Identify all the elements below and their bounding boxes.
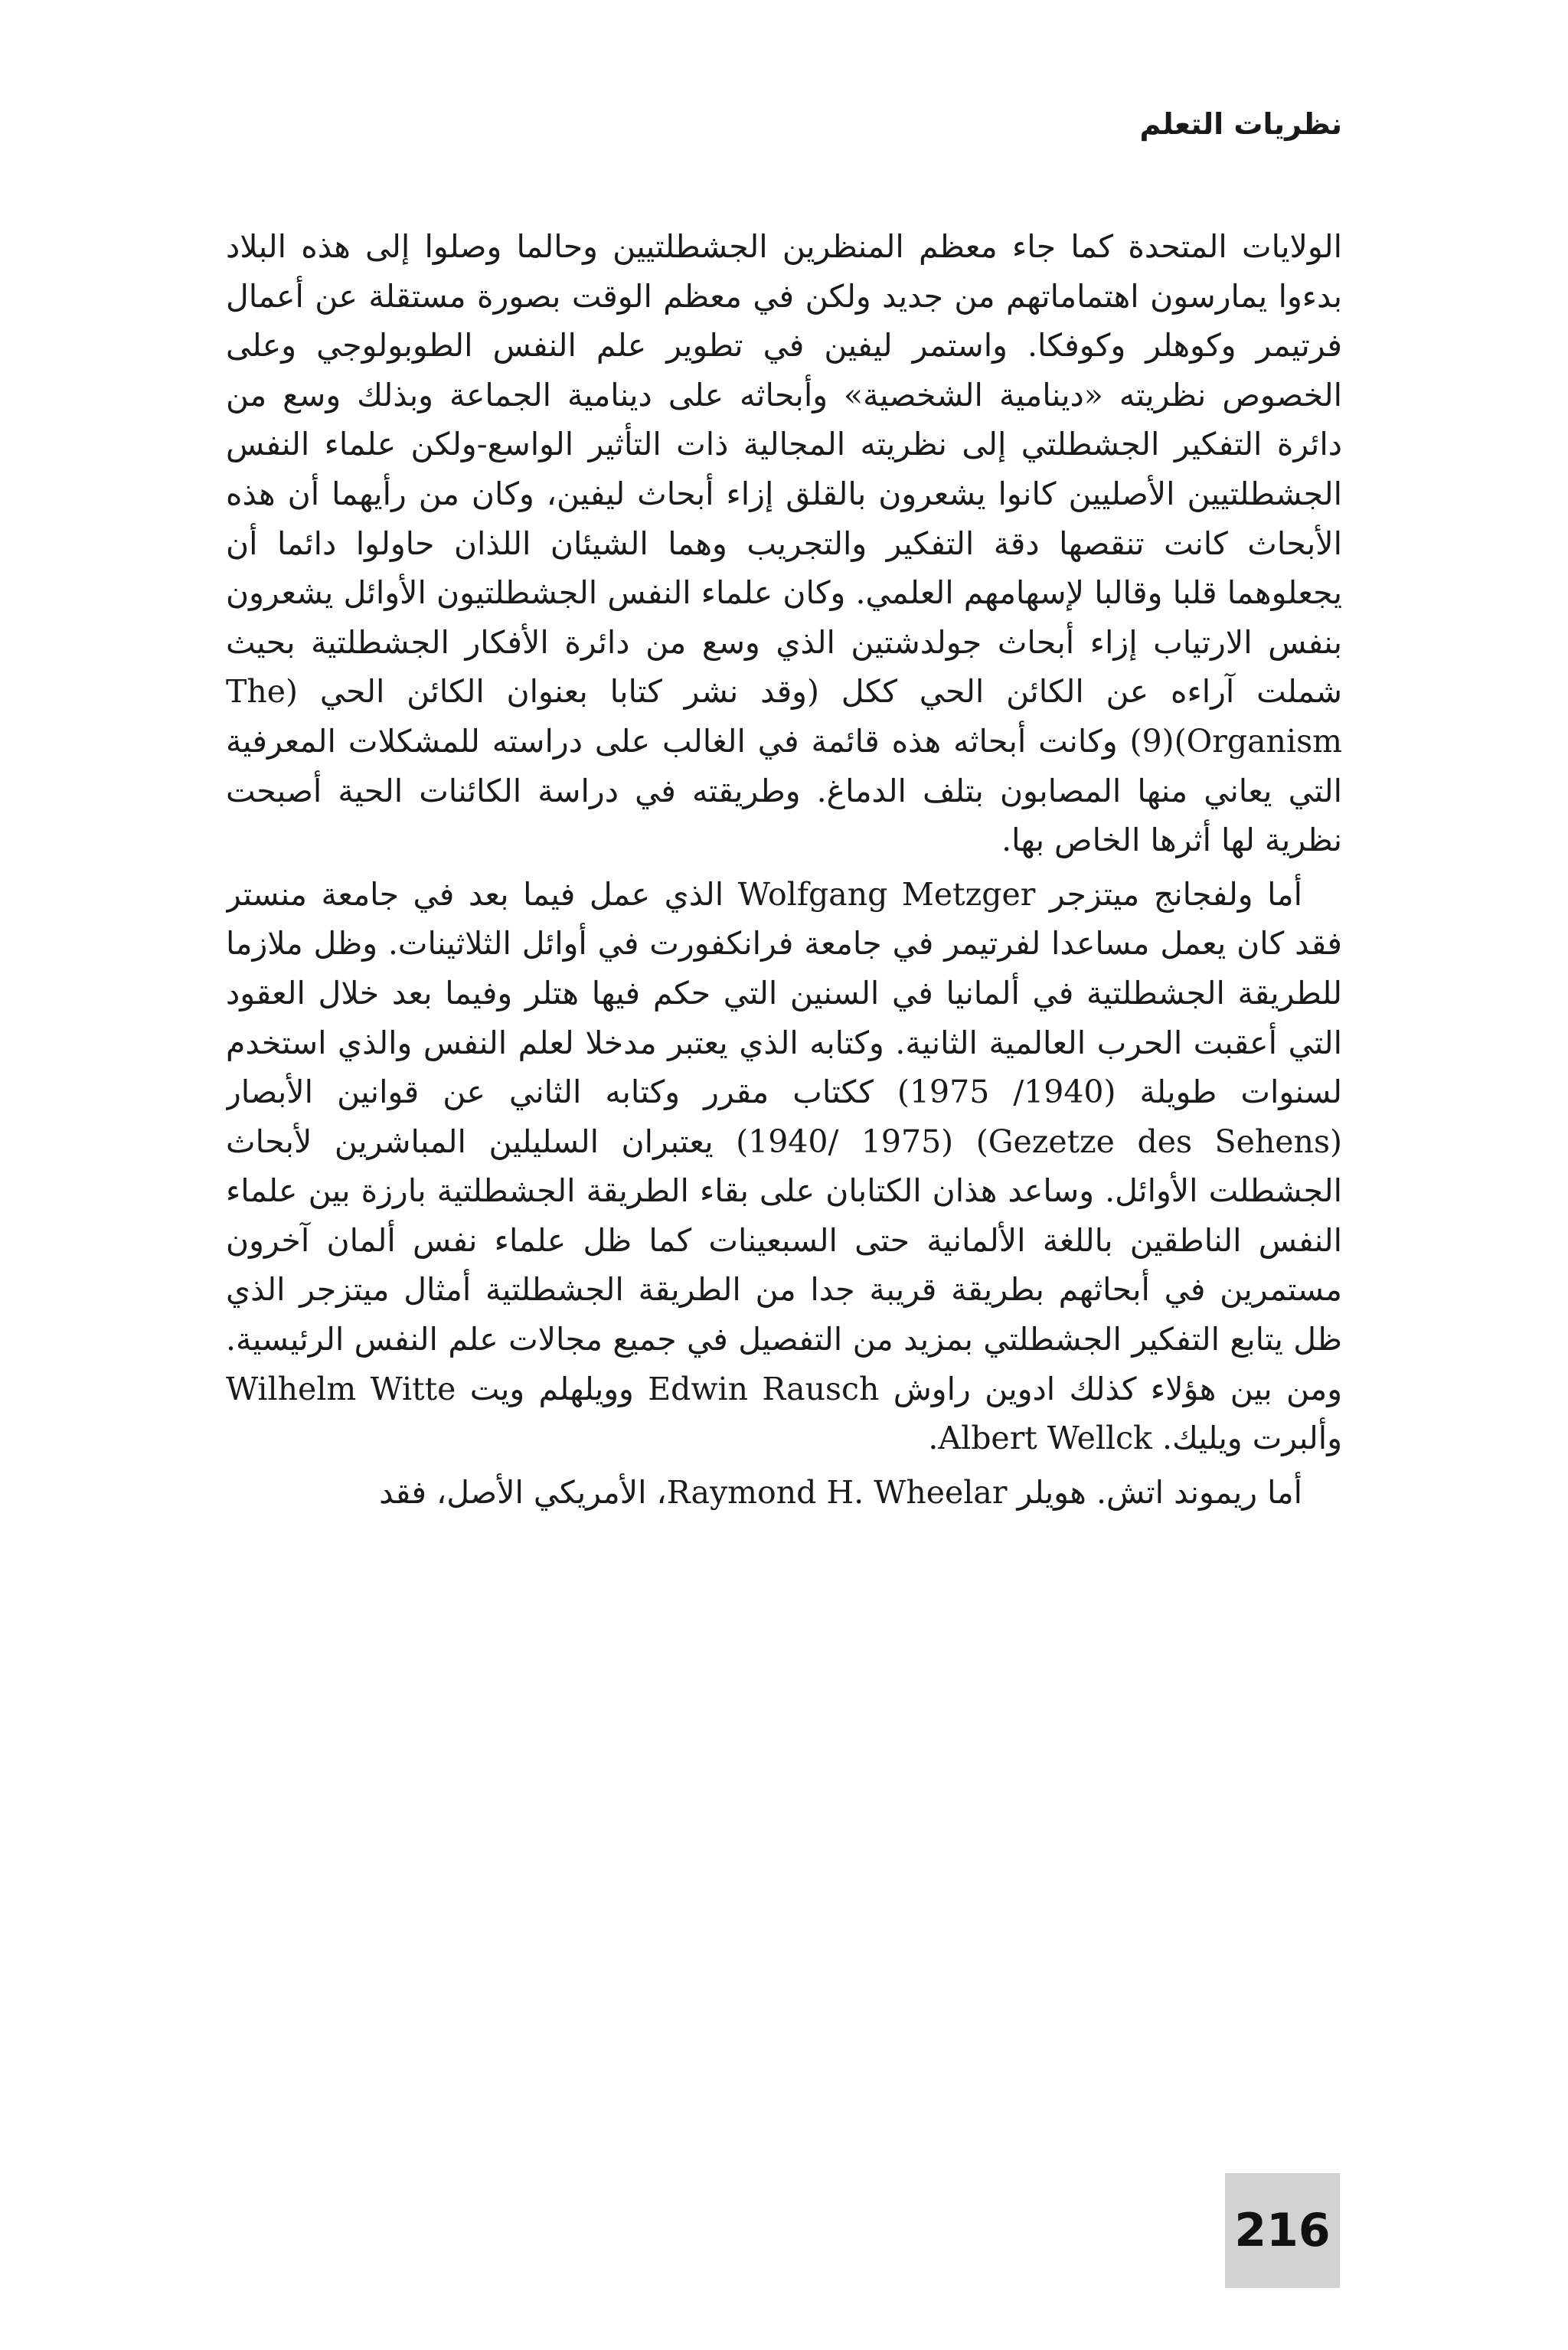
page-number: 216 xyxy=(1234,2204,1331,2257)
paragraph-3: أما ريموند اتش. هويلر Raymond H. Wheelar، الأمريكي الأصل، فقد xyxy=(379,1473,1302,1511)
paragraph-1: الولايات المتحدة كما جاء معظم المنظرين الجشطلتيين وحالما وصلوا إلى هذه البلاد بدءوا يمارسون اهتماماتهم من جديد ولكن في معظم الوقت بصورة مستقلة عن أعمال فرتيمر وكوهلر وكوفكا. واستمر ليفين في تطوير علم النفس الطوبولوجي وعلى الخصوص نظريته «دينامية الشخصية» وأبحاثه على دينامية الجماعة وبذلك وسع من دائرة التفكير الجشطلتي إلى نظريته المجالية ذات التأثير الواسع-ولكن علماء النفس الجشطلتيين الأصليين كانوا يشعرون بالقلق إزاء أبحاث ليفين، وكان من رأيهما أن هذه الأبحاث كانت تنقصها دقة التفكير والتجريب وهما الشيئان اللذان حاولوا دائما أن يجعلوهما قلبا وقالبا لإسهامهم العلمي. وكان علماء النفس الجشطلتيون الأوائل يشعرون بنفس الارتياب إزاء أبحاث جولدشتين الذي وسع من دائرة الأفكار الجشطلتية بحيث شملت آراءه عن الكائن الحي ككل (وقد نشر كتابا بعنوان الكائن الحي (The Organism)(9) وكانت أبحاثه هذه قائمة في الغالب على دراسته للمشكلات المعرفية التي يعاني منها المصابون بتلف الدماغ. وطريقته في دراسة الكائنات الحية أصبحت نظرية لها أثرها الخاص بها. xyxy=(226,228,1342,859)
page-number-box xyxy=(1225,2173,1340,2288)
paragraph-2: أما ولفجانج ميتزجر Wolfgang Metzger الذي عمل فيما بعد في جامعة منستر فقد كان يعمل مساعدا لفرتيمر في جامعة فرانكفورت في أوائل الثلاثينات. وظل ملازما للطريقة الجشطلتية في ألمانيا في السنين التي حكم فيها هتلر وفيما بعد خلال العقود التي أعقبت الحرب العالمية الثانية. وكتابه الذي يعتبر مدخلا لعلم النفس والذي استخدم لسنوات طويلة (1940/ 1975) ككتاب مقرر وكتابه الثاني عن قوانين الأبصار (Gezetze des Sehens) (1940/ 1975) يعتبران السليلين المباشرين لأبحاث الجشطلت الأوائل. وساعد هذان الكتابان على بقاء الطريقة الجشطلتية بارزة بين علماء النفس الناطقين باللغة الألمانية حتى السبعينات كما ظل علماء نفس ألمان آخرون مستمرين في أبحاثهم بطريقة قريبة جدا من الطريقة الجشطلتية أمثال ميتزجر الذي ظل يتابع التفكير الجشطلتي بمزيد من التفصيل في جميع مجالات علم النفس الرئيسية. ومن بين هؤلاء كذلك ادوين راوش Edwin Rausch وويلهلم ويت Wilhelm Witte وألبرت ويليك. Albert Wellck. xyxy=(226,875,1342,1457)
running-header: نظريات التعلم xyxy=(1139,107,1342,141)
body-text xyxy=(226,222,1342,2205)
